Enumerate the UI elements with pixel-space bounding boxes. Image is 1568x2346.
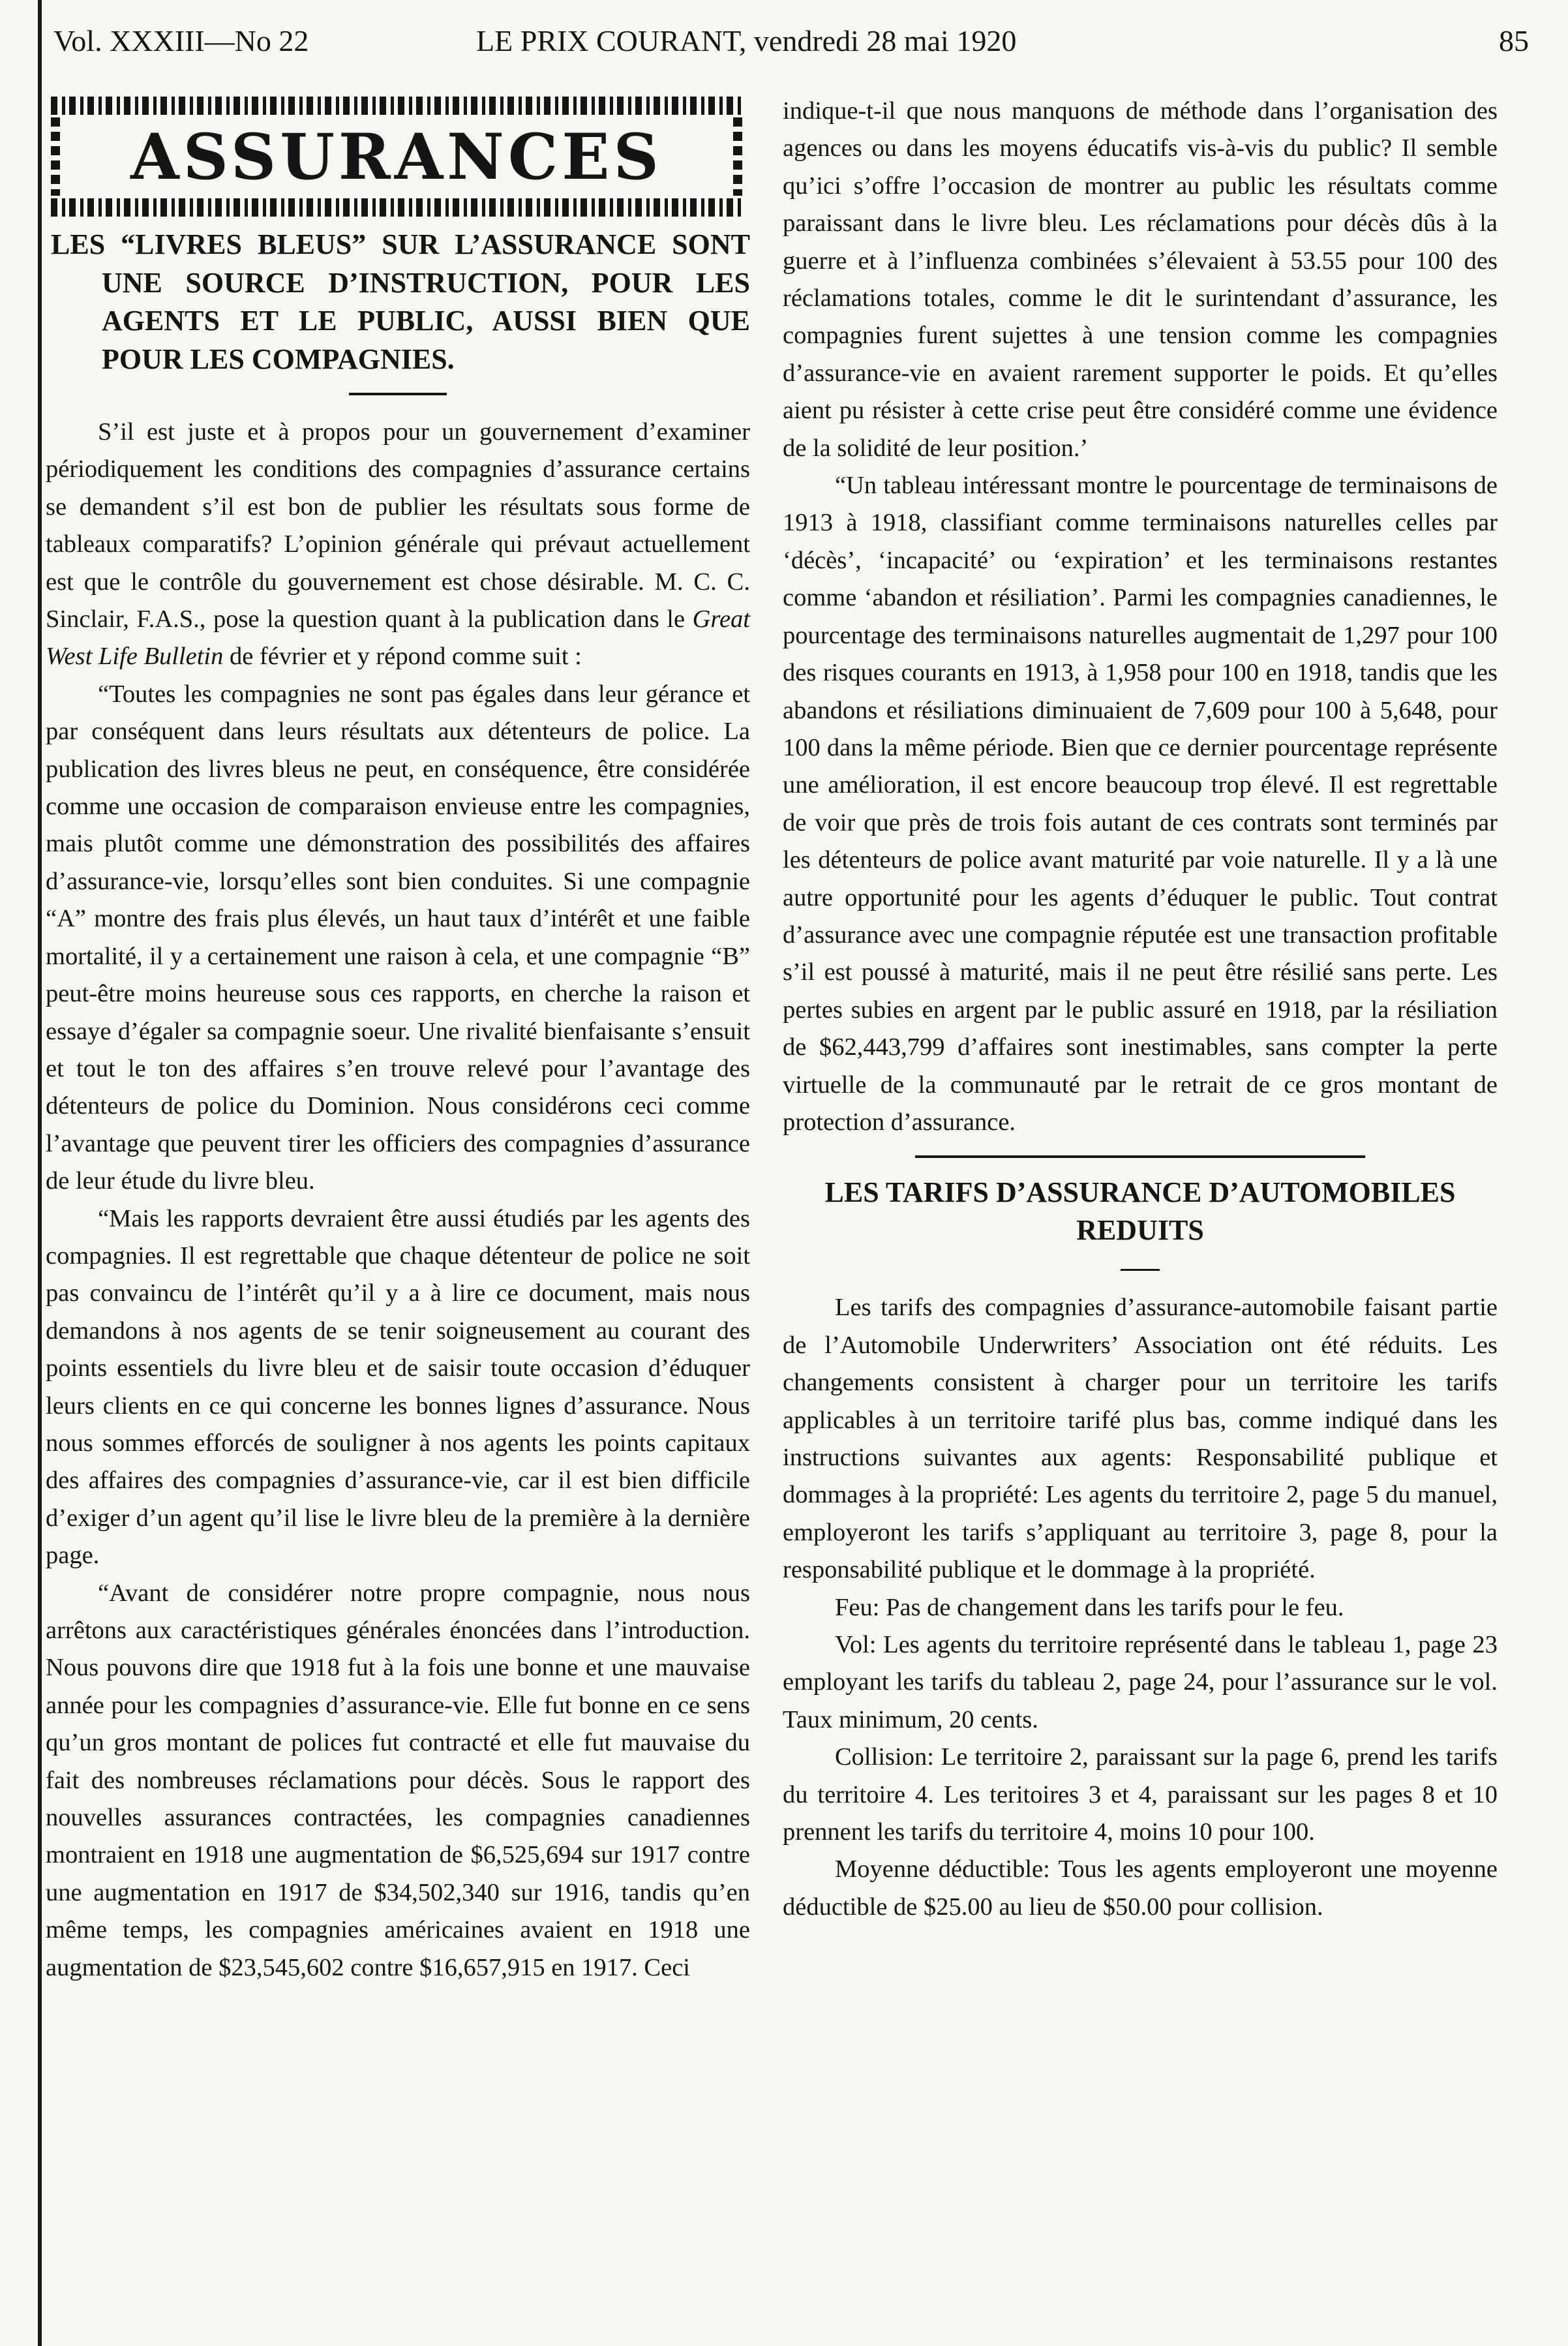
ornament-border-right [733, 117, 742, 196]
page-edge-rule [38, 0, 42, 2346]
publication-title: Great West Life Bulletin [46, 605, 750, 671]
article-paragraph: S’il est juste et à propos pour un gouvernement d’examiner périodiquement les conditions des compagnies d’assurance certains se demandent s’il est bon de publier les résultats sous forme de tableaux comparatifs? L’opinion générale qui prévaut actuellement est que le contrôle du gouvernement est chose désirable. M. C. C. Sinclair, F.A.S., pose la question quant à la publication dans le Great West Life Bulletin de février et y répond comme suit : [46, 418, 750, 671]
article-paragraph: “Un tableau intéressant montre le pourcentage de terminaisons de 1913 à 1918, classifiant comme terminaisons naturelles celles par ‘décès’, ‘incapacité’ ou ‘expiration’ et les terminaisons restantes comme ‘abandon et résiliation’. Parmi les compagnies canadiennes, le pourcentage des terminaisons naturelles augmentait de 1,297 pour 100 des risques courants en 1913, à 1,958 pour 100 en 1918, tandis que les abandons et résiliations diminuaient de 7,609 pour 100 à 5,648, pour 100 dans la même période. Bien que ce dernier pourcentage représente une amélioration, il est encore beaucoup trop élevé. Il est regrettable de voir que près de trois fois autant de ces contrats sont terminés par les détenteurs de police avant maturité par voie naturelle. Il y a là une autre opportunité pour les agents d’éduquer le public. Tout contrat d’assurance avec une compagnie réputée est une transaction profitable s’il est poussé à maturité, mais il ne peut être résilié sans perte. Les pertes subies en argent par le public assuré en 1918, par la résiliation de $62,443,799 d’affaires sont inestimables, sans compter la perte virtuelle de la communauté par le retrait de ce gros montant de protection d’assurance. [783, 472, 1498, 1136]
ornament-border-bottom [51, 198, 742, 217]
article-headline: LES TARIFS D’ASSURANCE D’AUTOMOBILES REDUITS [824, 1176, 1456, 1247]
volume-number: Vol. XXXIII—No 22 [53, 24, 309, 57]
right-column [783, 93, 1498, 1926]
ornament-border-left [51, 117, 60, 196]
left-column [46, 91, 750, 1987]
page-number: 85 [1499, 24, 1529, 57]
section-banner [51, 91, 742, 222]
article-headline: LES “LIVRES BLEUS” SUR L’ASSURANCE SONT UNE SOURCE D’INSTRUCTION, POUR LES AGENTS ET LE PUBLIC, AUSSI BIEN QUE POUR LES COMPAGNIES. [51, 228, 750, 375]
article-paragraph: Collision: Le territoire 2, paraissant sur la page 6, prend les tarifs du territoire 4. Les teritoires 3 et 4, paraissant sur les pages 8 et 10 prennent les tarifs du territoire 4, moins 10 pour 100. [783, 1743, 1498, 1846]
article-paragraph: Feu: Pas de changement dans les tarifs pour le feu. [835, 1593, 1344, 1621]
masthead-date: LE PRIX COURANT, vendredi 28 mai 1920 [476, 24, 1017, 57]
article-paragraph: “Toutes les compagnies ne sont pas égales dans leur gérance et par conséquent dans leurs résultats aux détenteurs de police. La publication des livres bleus ne peut, en conséquence, être considérée comme une occasion de comparaison envieuse entre les compagnies, mais plutôt comme une démonstration des possibilités des affaires d’assurance-vie, lorsqu’elles sont bien conduites. Si une compagnie “A” montre des frais plus élevés, un haut taux d’intérêt et une faible mortalité, il y a certainement une raison à cela, et une compagnie “B” peut-être moins heureuse sous ces rapports, en cherche la raison et essaye d’égaler sa compagnie soeur. Une rivalité bienfaisante s’ensuit et tout le ton des affaires s’en trouve relevé pour l’avantage des détenteurs de police du Dominion. Nous considérons ceci comme l’avantage que peuvent tirer les officiers des compagnies d’assurance de leur étude du livre bleu. [46, 680, 750, 1195]
headline-divider [349, 393, 447, 395]
running-header [46, 18, 1529, 64]
article-paragraph: indique-t-il que nous manquons de méthode dans l’organisation des agences ou dans les moyens éducatifs vis-à-vis du public? Il semble qu’ici s’offre l’occasion de montrer au public les résultats comme paraissant dans le livre bleu. Les réclamations pour décès dûs à la guerre et à l’influenza combinées s’élevaient à 53.55 pour 100 des réclamations totales, comme le dit le surintendant d’assurance, les compagnies furent sujettes à une tension comme les compagnies d’assurance-vie en avaient rarement supporter le poids. Et qu’elles aient pu résister à cette crise peut être considéré comme une évidence de la solidité de leur position.’ [783, 97, 1498, 462]
article-paragraph: Vol: Les agents du territoire représenté dans le tableau 1, page 23 employant les tarifs du tableau 2, page 24, pour l’assurance sur le vol. Taux minimum, 20 cents. [783, 1631, 1498, 1733]
headline-divider [1121, 1269, 1160, 1271]
article-paragraph: Les tarifs des compagnies d’assurance-automobile faisant partie de l’Automobile Underwriters’ Association ont été réduits. Les changements consistent à charger pour un territoire les tarifs applicables à un territoire tarifé plus bas, comme indiqué dans les instructions suivantes aux agents: Responsabilité publique et dommages à la propriété: Les agents du territoire 2, page 5 du manuel, employeront les tarifs s’appliquant au territoire 3, page 8, pour la responsabilité publique et le dommage à la propriété. [783, 1294, 1498, 1584]
article-paragraph: Moyenne déductible: Tous les agents employeront une moyenne déductible de $25.00 au lieu de $50.00 pour collision. [783, 1855, 1498, 1921]
section-title: ASSURANCES [130, 120, 663, 194]
article-paragraph: “Mais les rapports devraient être aussi étudiés par les agents des compagnies. Il est regrettable que chaque détenteur de police ne soit pas convaincu de l’intérêt qu’il y a à lire ce document, mais nous demandons à nos agents de se tenir soigneusement au courant des points essentiels du livre bleu et de saisir toute occasion d’éduquer leurs clients en ce qui concerne les bonnes lignes d’assurance. Nous nous sommes efforcés de souligner à nos agents les points capitaux des affaires des compagnies d’assurance-vie, car il est bien difficile d’exiger d’un agent qu’il lise le livre bleu de la première à la dernière page. [46, 1204, 750, 1570]
article-paragraph: “Avant de considérer notre propre compagnie, nous nous arrêtons aux caractéristiques générales énoncées dans l’introduction. Nous pouvons dire que 1918 fut à la fois une bonne et une mauvaise année pour les compagnies d’assurance-vie. Elle fut bonne en ce sens qu’un gros montant de polices fut contracté et elle fut mauvaise du fait des nombreuses réclamations pour décès. Sous le rapport des nouvelles assurances contractées, les compagnies canadiennes montraient en 1918 une augmentation de $6,525,694 sur 1917 contre une augmentation en 1917 de $34,502,340 sur 1916, tandis qu’en même temps, les compagnies américaines avaient en 1918 une augmentation de $23,545,602 contre $16,657,915 en 1917. Ceci [46, 1579, 750, 1981]
article-divider [915, 1155, 1365, 1158]
ornament-border-top [51, 97, 742, 115]
